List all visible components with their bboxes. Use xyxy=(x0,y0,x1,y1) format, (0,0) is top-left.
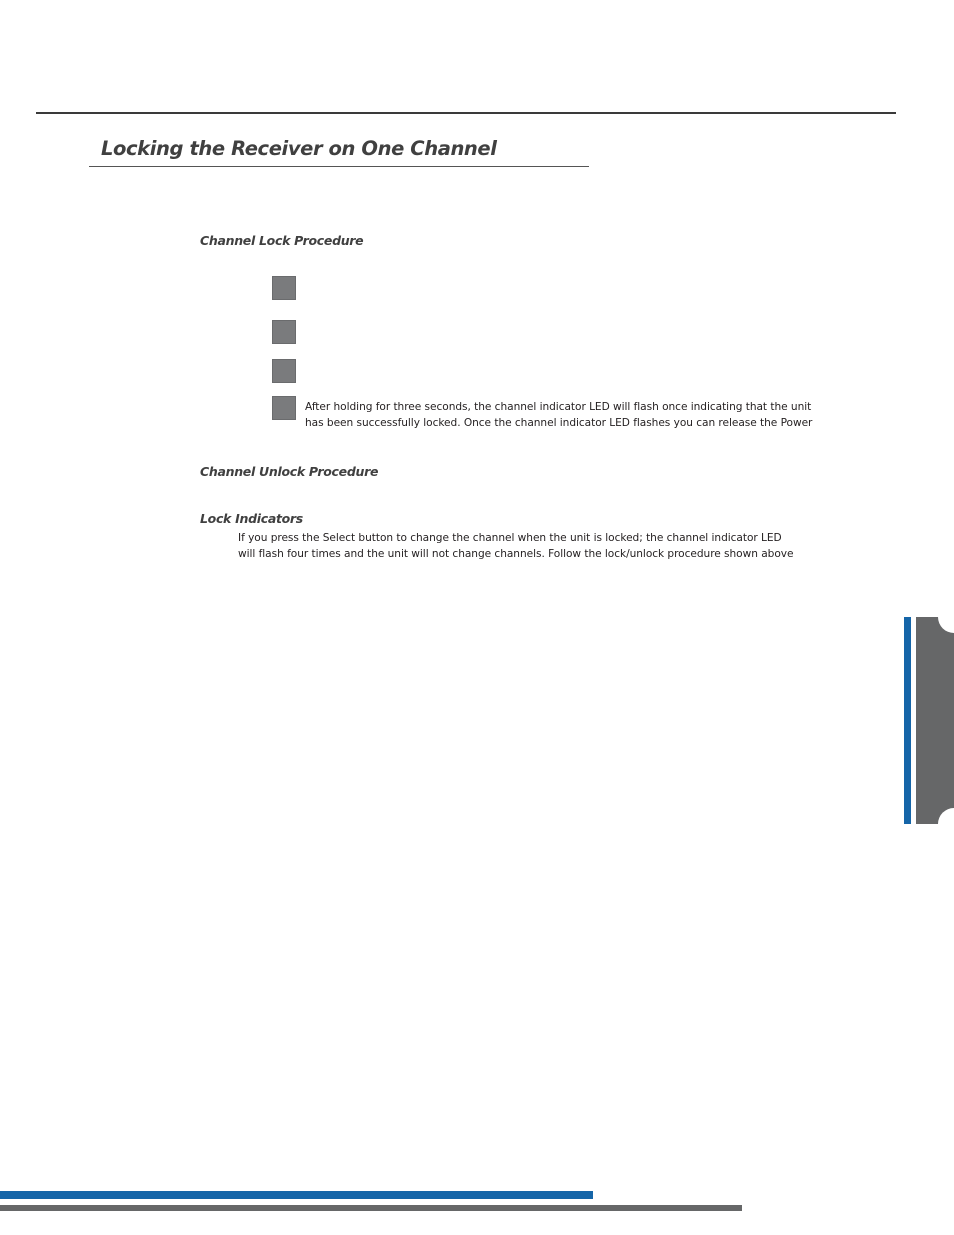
section-title: Locking the Receiver on One Channel xyxy=(101,137,497,160)
step-4-line: has been successfully locked. Once the channel indicator LED flashes you can release the Power xyxy=(305,417,813,429)
unlock-procedure-heading: Channel Unlock Procedure xyxy=(200,464,379,479)
lock-indicators-line: will flash four times and the unit will not change channels. Follow the lock/unlock procedure shown above xyxy=(238,548,794,560)
side-tab-accent xyxy=(904,617,911,824)
title-underline xyxy=(89,166,589,167)
side-tab xyxy=(916,617,954,824)
step-2-marker xyxy=(272,320,296,344)
lock-procedure-heading: Channel Lock Procedure xyxy=(200,233,364,248)
step-1-marker xyxy=(272,276,296,300)
footer-accent-bar xyxy=(0,1191,593,1199)
header-rule xyxy=(36,112,896,114)
lock-indicators-text xyxy=(238,530,898,562)
lock-indicators-heading: Lock Indicators xyxy=(200,511,303,526)
step-4-marker xyxy=(272,396,296,420)
footer-bar xyxy=(0,1205,742,1211)
lock-indicators-line: If you press the Select button to change the channel when the unit is locked; the channel indicator LED xyxy=(238,532,782,544)
step-4-line: After holding for three seconds, the channel indicator LED will flash once indicating that the unit xyxy=(305,401,812,413)
step-4-text xyxy=(305,399,905,431)
step-3-marker xyxy=(272,359,296,383)
